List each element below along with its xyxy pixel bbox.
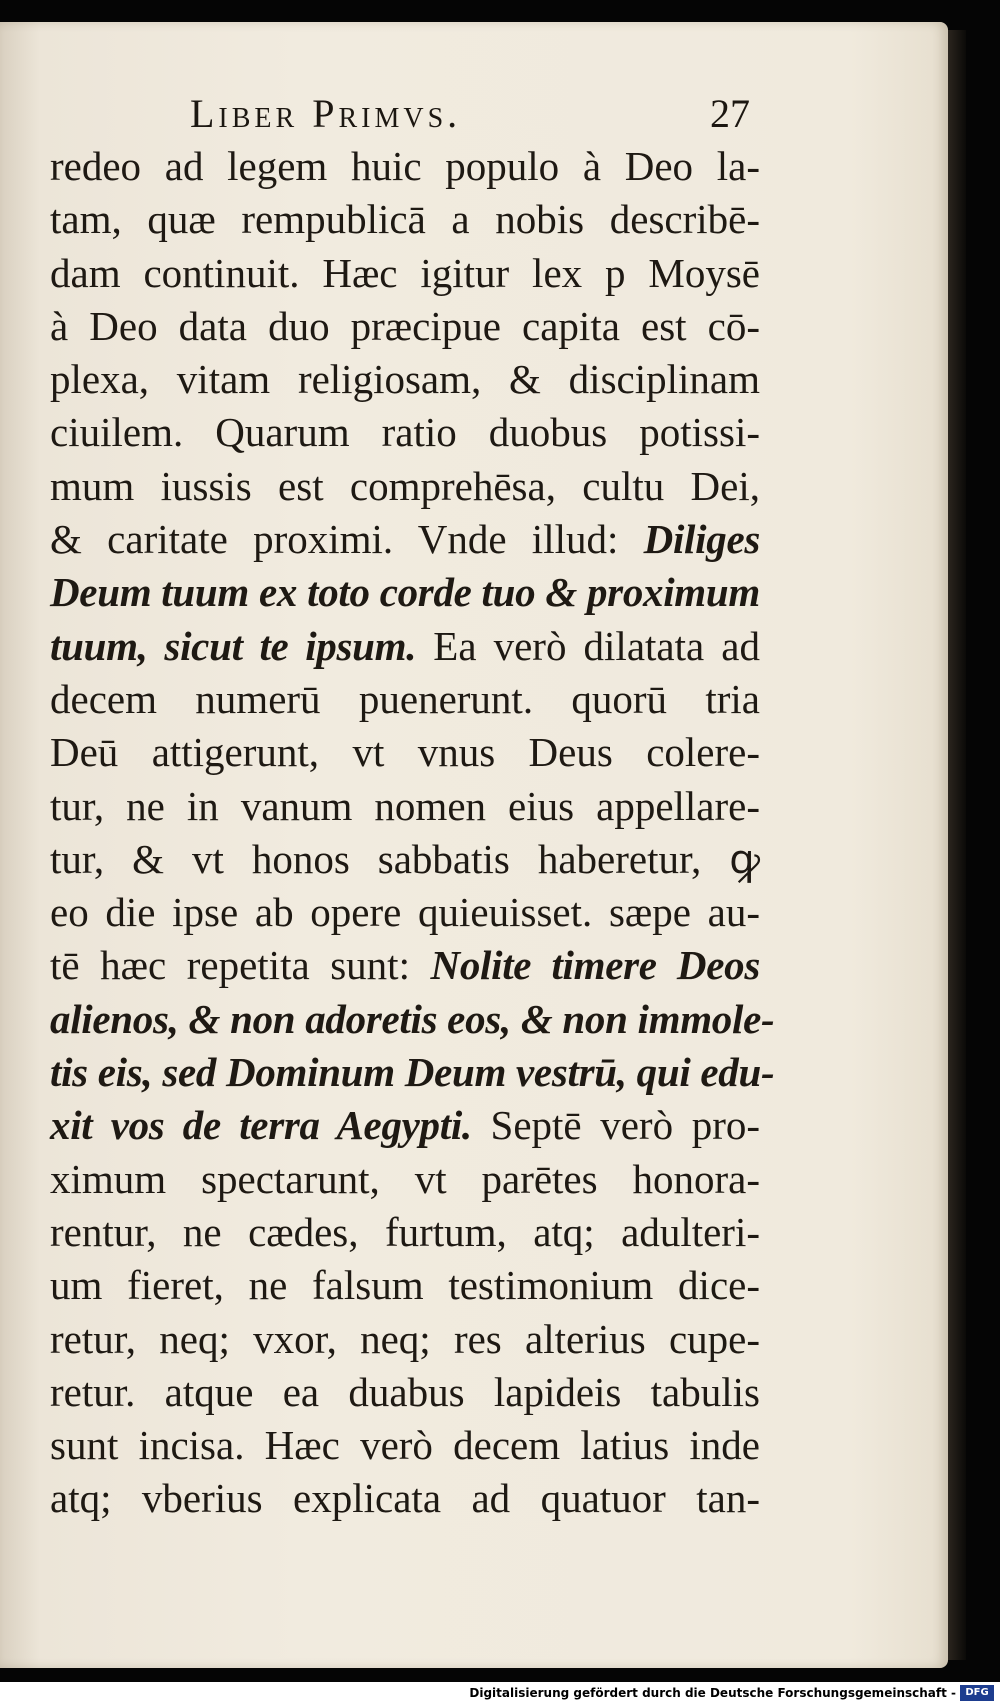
dfg-logo: DFG [960, 1685, 994, 1701]
roman-segment: tē hæc repetita sunt: [50, 942, 431, 989]
roman-segment: Deū attigerunt, vt vnus Deus colere- [50, 729, 760, 776]
roman-segment: um fieret, ne falsum testimonium dice- [50, 1262, 760, 1309]
page-number: 27 [710, 91, 750, 136]
text-line [50, 993, 775, 1046]
text-line [50, 1419, 760, 1472]
text-line [50, 566, 760, 619]
roman-segment: à Deo data duo præcipue capita est cō- [50, 302, 760, 349]
roman-segment: sunt incisa. Hæc verò decem latius inde [50, 1422, 760, 1469]
text-line [50, 1259, 760, 1312]
text-line [50, 406, 760, 459]
italic-segment: alienos, & non adoretis eos, & non immole- [50, 995, 775, 1042]
text-line [50, 460, 760, 513]
text-line [50, 300, 760, 353]
italic-segment: xit vos de terra Aegypti. [50, 1102, 472, 1149]
roman-segment: decem numerū puenerunt. quorū tria [50, 675, 760, 722]
text-line [50, 1153, 760, 1206]
roman-segment: ximum spectarunt, vt parētes honora- [50, 1155, 760, 1202]
footer-credit: Digitalisierung gefördert durch die Deutsche Forschungsgemeinschaft - [469, 1686, 956, 1700]
roman-segment: tur, & vt honos sabbatis haberetur, ꝙ [50, 835, 760, 882]
italic-segment: tuum, sicut te ipsum. [50, 622, 417, 669]
text-line [50, 1046, 775, 1099]
text-line [50, 513, 760, 566]
text-line [50, 193, 760, 246]
roman-segment: tur, ne in vanum nomen eius appellare- [50, 782, 760, 829]
roman-segment: retur. atque ea duabus lapideis tabulis [50, 1368, 760, 1415]
roman-segment: ciuilem. Quarum ratio duobus potissi- [50, 409, 760, 456]
roman-segment: Ea verò dilatata ad [416, 622, 760, 669]
text-line [50, 726, 760, 779]
text-line [50, 353, 760, 406]
roman-segment: tam, quæ rempublicā a nobis describē- [50, 196, 760, 243]
text-line [50, 1366, 760, 1419]
roman-segment: eo die ipse ab opere quieuisset. sæpe au- [50, 889, 760, 936]
footer-bar [0, 1682, 1000, 1704]
text-line [50, 780, 760, 833]
roman-segment: redeo ad legem huic populo à Deo la- [50, 143, 760, 189]
roman-segment: Septē verò pro- [471, 1102, 761, 1149]
roman-segment: mum iussis est comprehēsa, cultu Dei, [50, 462, 760, 509]
roman-segment: retur, neq; vxor, neq; res alterius cupe- [50, 1315, 760, 1362]
roman-segment: & caritate proximi. Vnde illud: [50, 516, 644, 563]
page-edge [948, 30, 966, 1660]
text-line [50, 620, 760, 673]
body-text [50, 140, 775, 1526]
running-head: Liber Primvs. [190, 91, 462, 136]
italic-segment: Diliges [643, 516, 760, 563]
text-line [50, 939, 760, 992]
roman-segment: atq; vberius explicata ad quatuor tan- [50, 1475, 760, 1522]
text-line [50, 886, 760, 939]
text-line [50, 140, 760, 193]
text-line [50, 1099, 760, 1152]
page-header [190, 90, 750, 140]
roman-segment: rentur, ne cædes, furtum, atq; adulteri- [50, 1208, 760, 1255]
text-line [50, 673, 760, 726]
text-line [50, 833, 760, 886]
italic-segment: Deum tuum ex toto corde tuo & proximum [50, 569, 760, 616]
text-line [50, 1313, 760, 1366]
text-line [50, 247, 760, 300]
italic-segment: tis eis, sed Dominum Deum vestrū, qui edu- [50, 1049, 775, 1096]
roman-segment: plexa, vitam religiosam, & disciplinam [50, 356, 760, 403]
roman-segment: dam continuit. Hæc igitur lex p Moysē [50, 249, 760, 296]
italic-segment: Nolite timere Deos [430, 942, 760, 989]
text-line [50, 1472, 760, 1525]
text-line [50, 1206, 760, 1259]
